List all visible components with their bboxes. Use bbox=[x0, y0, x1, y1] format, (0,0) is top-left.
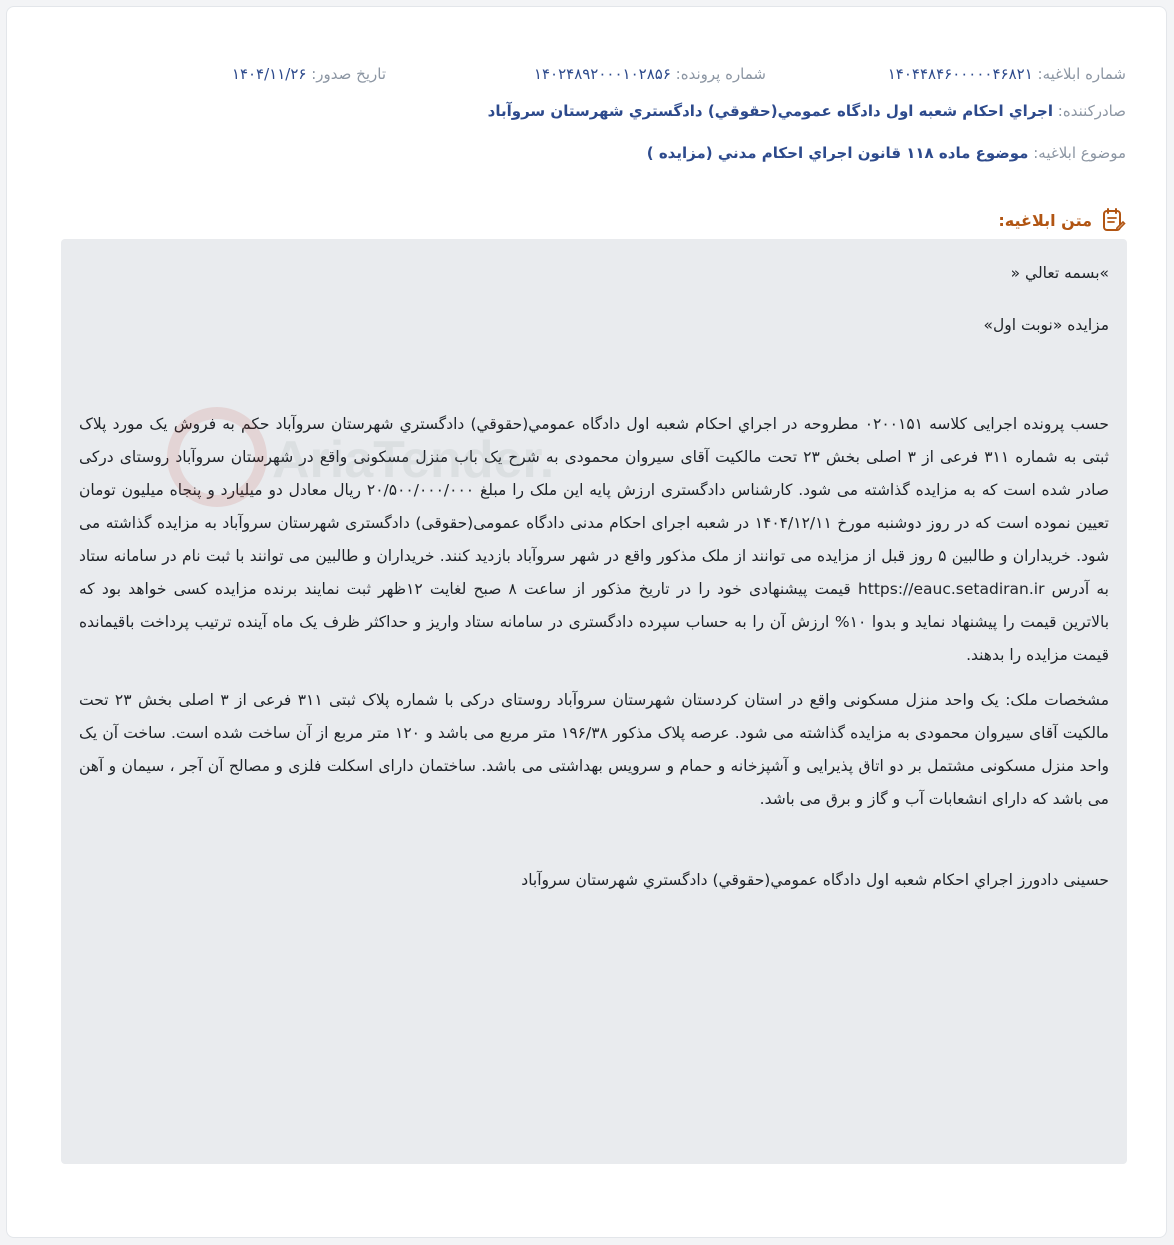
basmala-line: »بسمه تعالي « bbox=[1010, 264, 1109, 282]
case-number-label: شماره پرونده: bbox=[675, 65, 766, 83]
notice-number bbox=[766, 65, 1126, 83]
case-number bbox=[386, 65, 766, 83]
issuer-label: صادرکننده: bbox=[1057, 102, 1126, 120]
signature-line: حسینی دادورز اجراي احكام شعبه اول دادگاه عمومي(حقوقي) دادگستري شهرستان سروآباد bbox=[521, 871, 1109, 889]
subject-value: موضوع ماده ۱۱۸ قانون اجراي احكام مدني (مزایده ) bbox=[646, 144, 1029, 162]
auction-round-line: مزایده «نوبت اول» bbox=[983, 316, 1109, 334]
notice-card bbox=[6, 6, 1167, 1238]
issue-date-value: ۱۴۰۴/۱۱/۲۶ bbox=[231, 65, 307, 83]
notice-meta-row bbox=[47, 59, 1126, 89]
subject-row bbox=[47, 144, 1126, 162]
notice-text-heading bbox=[998, 207, 1126, 233]
case-number-value: ۱۴۰۲۴۸۹۲۰۰۰۱۰۲۸۵۶ bbox=[533, 65, 671, 83]
notice-number-value: ۱۴۰۴۴۸۴۶۰۰۰۰۰۴۶۸۲۱ bbox=[887, 65, 1033, 83]
issue-date-label: تاریخ صدور: bbox=[311, 65, 386, 83]
issuer-row bbox=[47, 102, 1126, 120]
property-specs-paragraph: مشخصات ملک: یک واحد منزل مسکونی واقع در استان کردستان شهرستان سروآباد روستای درکی با شماره پلاک ثبتی ۳۱۱ فرعی از ۳ اصلی بخش ۲۳ تحت مالکیت آقای سیروان محمودی به مزایده گذاشته می شود. عرصه پلاک مذکور ۱۹۶/۳۸ متر مربع می باشد و ۱۲۰ متر مربع از آن ساخت شده است. ساخت آن یک واحد منزل مسکونی مشتمل بر دو اتاق پذیرایی و آشپزخانه و حمام و سرویس بهداشتی می باشد. ساختمان دارای اسکلت فلزی و مصالح آن آجر ، سیمان و آهن می باشد که دارای انشعابات آب و گاز و برق می باشد. bbox=[79, 691, 1110, 808]
notice-paragraph-main: حسب پرونده اجرایی کلاسه ۰۲۰۰۱۵۱ مطروحه در اجراي احكام شعبه اول دادگاه عمومي(حقوقي) دادگستري شهرستان سروآباد حکم به فروش یک مورد پلاک ثبتی به شماره ۳۱۱ فرعی از ۳ اصلی بخش ۲۳ تحت مالکیت آقای سیروان محمودی به شرح یک باب منزل مسکونی واقع در شهرستان سروآباد روستای درکی صادر شده است که به مزایده گذاشته می شود. کارشناس دادگستری ارزش پایه این ملک را مبلغ ۲۰/۵۰۰/۰۰۰/۰۰۰ ریال معادل دو میلیارد و پنجاه میلیون تومان تعیین نموده است که در روز دوشنبه مورخ ۱۴۰۴/۱۲/۱۱ در شعبه اجرای احکام مدنی دادگاه عمومی(حقوقی) دادگستری شهرستان سروآباد به مزایده گذاشته می شود. خریداران و طالبین ۵ روز قبل از مزایده می توانند از ملک مذکور واقع در شهر سروآباد بازدید کنند. خریداران و طالبین می توانند با ثبت نام در سامانه ستاد به آدرس https://eauc.setadiran.ir قیمت پیشنهادی خود را در تاریخ مذکور از ساعت ۸ صبح لغایت ۱۲ظهر ثبت نمایند برنده مزایده کسی خواهد بود که بالاترین قیمت را پیشنهاد نماید و بدوا ۱۰% ارزش آن را به حساب سپرده دادگستری در سامانه ستاد واریز و حداکثر ظرف یک ماه آینده ترتیب پرداخت باقیمانده قیمت مزایده را بدهند. bbox=[79, 415, 1110, 664]
subject-label: موضوع ابلاغیه: bbox=[1033, 144, 1126, 162]
issue-date bbox=[232, 65, 386, 83]
notice-text-title: متن ابلاغیه: bbox=[998, 210, 1092, 230]
notice-text-box bbox=[61, 239, 1127, 1164]
notice-number-label: شماره ابلاغیه: bbox=[1037, 65, 1126, 83]
issuer-value: اجراي احكام شعبه اول دادگاه عمومي(حقوقي) دادگستري شهرستان سروآباد bbox=[487, 102, 1053, 120]
document-icon bbox=[1100, 207, 1126, 233]
